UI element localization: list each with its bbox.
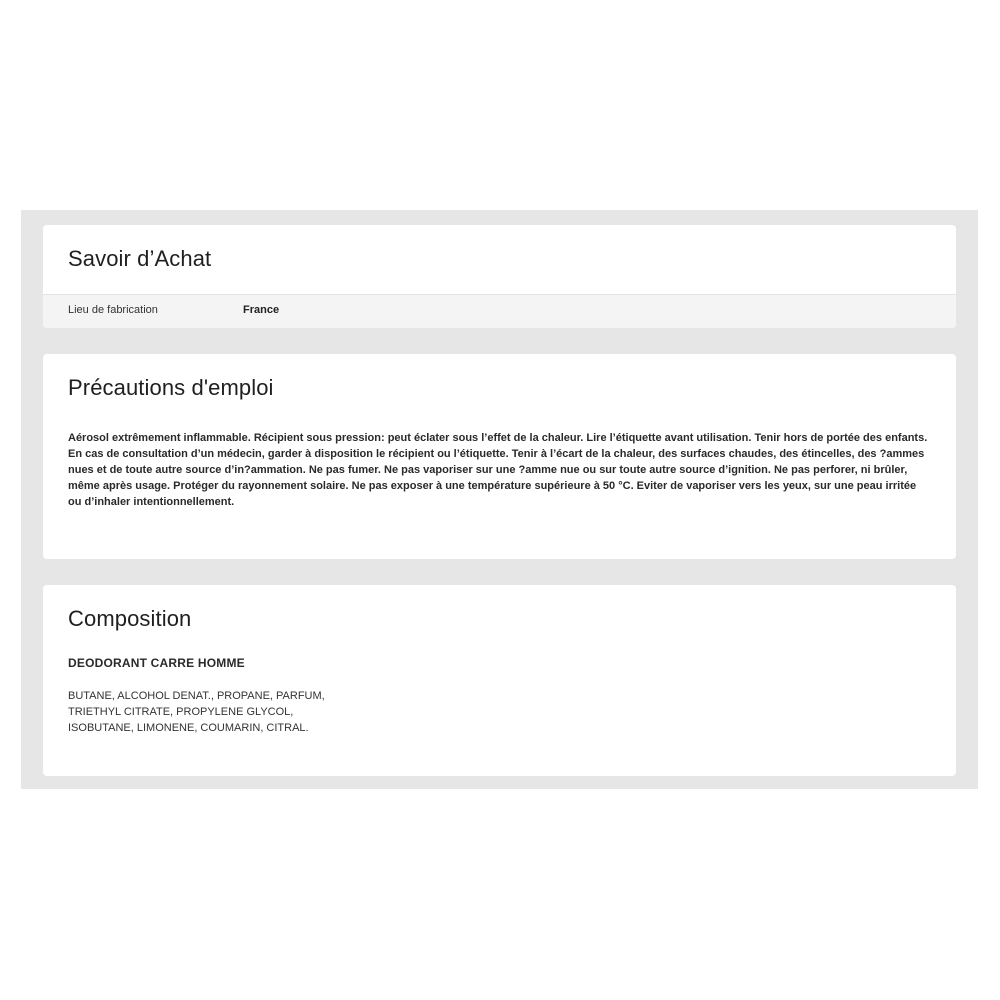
ingredients-line: BUTANE, ALCOHOL DENAT., PROPANE, PARFUM, — [68, 690, 325, 702]
product-name: DEODORANT CARRE HOMME — [68, 656, 245, 670]
precautions-title: Précautions d'emploi — [68, 375, 274, 400]
spec-row-lieu-fabrication — [43, 294, 956, 328]
ingredients-line: TRIETHYL CITRATE, PROPYLENE GLYCOL, — [68, 706, 294, 718]
ingredients-list — [68, 688, 325, 736]
precautions-card — [43, 354, 956, 559]
composition-card — [43, 585, 956, 776]
savoir-achat-title: Savoir d’Achat — [68, 246, 212, 271]
spec-label: Lieu de fabrication — [68, 304, 158, 316]
product-info-panel — [21, 210, 978, 789]
savoir-achat-card — [43, 225, 956, 328]
spec-value: France — [243, 304, 280, 316]
composition-title: Composition — [68, 606, 192, 631]
ingredients-line: ISOBUTANE, LIMONENE, COUMARIN, CITRAL. — [68, 722, 309, 734]
precautions-text: Aérosol extrêmement inflammable. Récipient sous pression: peut éclater sous l’effet de la chaleur. Lire l’étiquette avant utilisation. Tenir hors de portée des enfants. En cas de consultation d’un médecin, garder à disposition le récipient ou l’étiquette. Tenir à l’écart de la chaleur, des surfaces chaudes, des étincelles, des ?ammes nues et de toute autre source d’in?ammation. Ne pas fumer. Ne pas vaporiser sur une ?amme nue ou sur toute autre source d’ignition. Ne pas perforer, ni brûler, même après usage. Protéger du rayonnement solaire. Ne pas exposer à une température supérieure à 50 °C. Eviter de vaporiser vers les yeux, sur une peau irritée ou d’inhaler intentionnellement. — [68, 432, 928, 508]
